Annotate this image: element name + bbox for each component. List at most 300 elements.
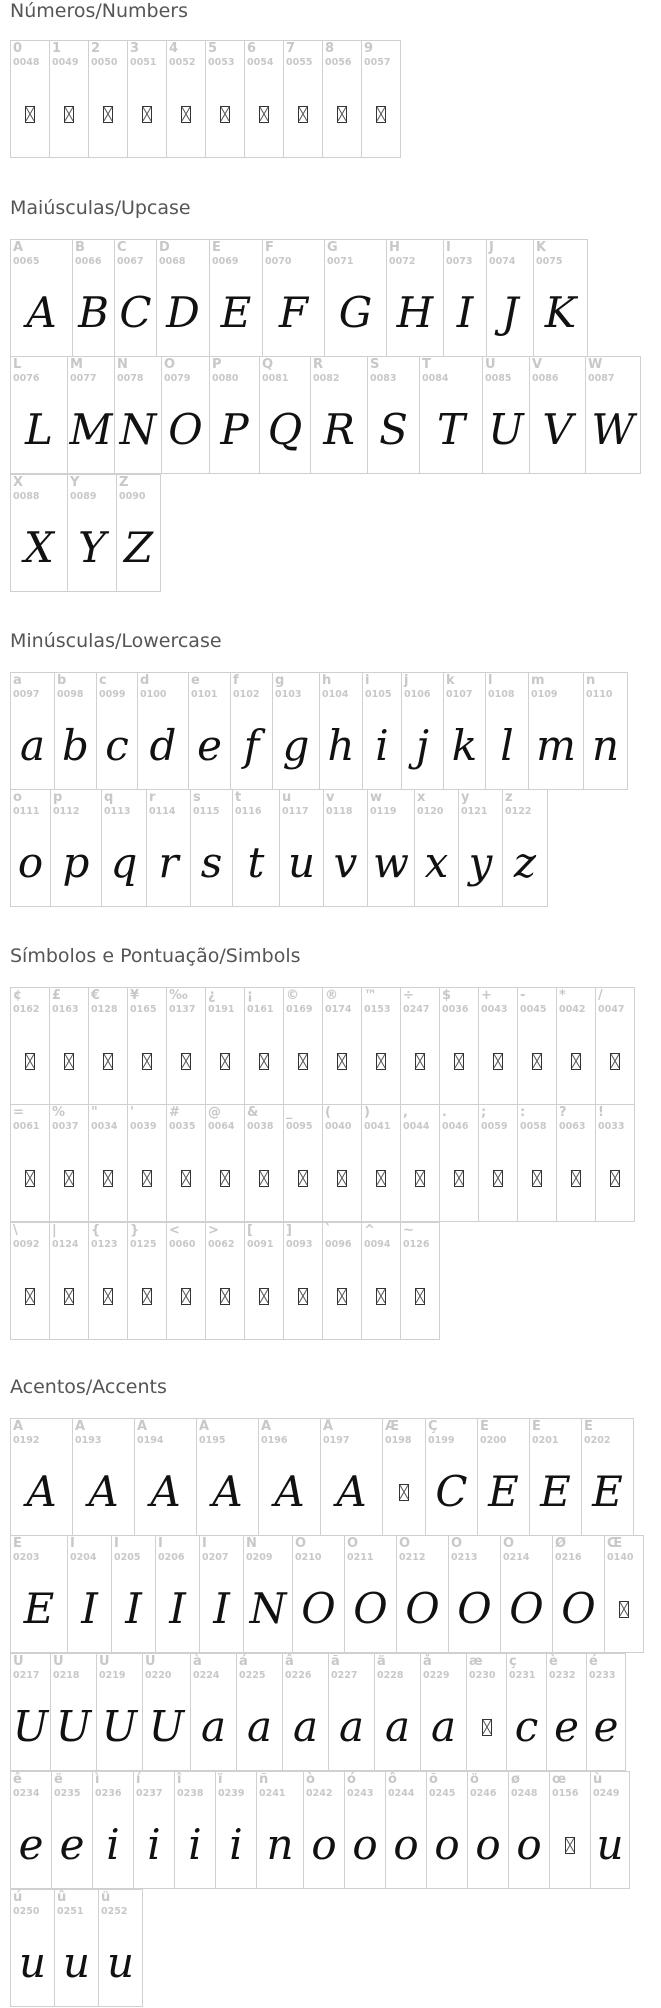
missing-glyph-icon	[362, 1135, 400, 1221]
missing-glyph-icon	[89, 71, 127, 157]
missing-glyph-icon	[440, 1018, 478, 1104]
glyph-cell	[323, 789, 368, 907]
glyph-code-label: 0244	[388, 1788, 415, 1799]
glyph-code-label: 0118	[326, 806, 353, 817]
glyph-character-label: æ	[469, 1654, 483, 1669]
glyph-sample	[51, 1684, 96, 1770]
missing-glyph-icon	[245, 1018, 283, 1104]
glyph-sample-text: n	[266, 1820, 294, 1869]
glyph-code-label: 0115	[193, 806, 220, 817]
glyph-character-label: d	[140, 673, 150, 688]
glyph-cell	[166, 1104, 206, 1222]
missing-glyph-icon	[518, 1135, 556, 1221]
glyph-sample-text: L	[25, 405, 53, 454]
glyph-code-label: 0228	[377, 1670, 404, 1681]
glyph-character-label: 1	[52, 41, 62, 56]
glyph-sample	[509, 1802, 549, 1888]
glyph-code-label: 0073	[446, 256, 473, 267]
glyph-row	[10, 672, 661, 790]
glyph-character-label: ñ	[259, 1772, 269, 1787]
glyph-cell	[54, 1889, 99, 2007]
glyph-code-label: 0216	[555, 1552, 582, 1563]
glyph-code-label: 0207	[202, 1552, 229, 1563]
glyph-code-label: 0038	[247, 1121, 274, 1132]
glyph-cell	[10, 1889, 55, 2007]
missing-glyph-box-icon	[493, 1170, 503, 1187]
glyph-cell	[477, 1418, 530, 1536]
glyph-sample	[375, 1684, 420, 1770]
glyph-code-label: 0064	[208, 1121, 235, 1132]
glyph-sample	[368, 387, 419, 473]
glyph-character-label: Ô	[399, 1536, 411, 1551]
glyph-sample-text: o	[516, 1820, 542, 1869]
glyph-cell	[10, 672, 55, 790]
glyph-cell	[506, 1653, 547, 1771]
glyph-code-label: 0089	[70, 491, 97, 502]
missing-glyph-box-icon	[64, 1053, 74, 1070]
glyph-code-label: 0120	[417, 806, 444, 817]
glyph-character-label: Ù	[13, 1654, 24, 1669]
glyph-row	[10, 357, 661, 475]
glyph-cell	[10, 1104, 50, 1222]
glyph-character-label: Í	[114, 1536, 119, 1551]
glyph-character-label: Û	[99, 1654, 110, 1669]
missing-glyph-box-icon	[181, 1170, 191, 1187]
glyph-sample-text: Y	[78, 523, 106, 572]
glyph-character-label: €	[91, 988, 101, 1003]
glyph-cell	[215, 1771, 257, 1889]
glyph-character-label: ò	[306, 1772, 315, 1787]
glyph-code-label: 0248	[511, 1788, 538, 1799]
glyph-character-label: N	[117, 357, 128, 372]
glyph-sample	[459, 820, 502, 906]
glyph-code-label: 0096	[325, 1239, 352, 1250]
glyph-sample	[426, 1449, 477, 1535]
glyph-sample-text: D	[166, 288, 200, 337]
glyph-character-label: ô	[388, 1772, 397, 1787]
glyph-sample	[216, 1802, 256, 1888]
glyph-character-label: Î	[158, 1536, 163, 1551]
glyph-sample	[587, 1684, 625, 1770]
glyph-sample	[386, 1802, 426, 1888]
missing-glyph-icon	[206, 1135, 244, 1221]
glyph-cell	[88, 1104, 128, 1222]
glyph-cell	[166, 1222, 206, 1340]
glyph-cell	[258, 1418, 321, 1536]
glyph-character-label: q	[104, 790, 114, 805]
glyph-sample-text: o	[475, 1820, 501, 1869]
glyph-sample	[244, 1566, 292, 1652]
glyph-cell	[166, 40, 206, 158]
glyph-sample	[530, 1449, 581, 1535]
missing-glyph-box-icon	[337, 106, 347, 123]
glyph-code-label: 0060	[169, 1239, 196, 1250]
glyph-code-label: 0110	[586, 689, 613, 700]
glyph-sample-text: u	[287, 838, 316, 887]
missing-glyph-icon	[518, 1018, 556, 1104]
glyph-cell	[134, 1418, 197, 1536]
glyph-cell	[586, 1653, 626, 1771]
glyph-sample-text: m	[536, 721, 576, 770]
missing-glyph-icon	[50, 1253, 88, 1339]
missing-glyph-box-icon	[259, 1170, 269, 1187]
glyph-code-label: 0041	[364, 1121, 391, 1132]
glyph-character-label: v	[326, 790, 335, 805]
glyph-cell	[88, 987, 128, 1105]
glyph-code-label: 0195	[199, 1435, 226, 1446]
missing-glyph-box-icon	[181, 106, 191, 123]
missing-glyph-icon	[401, 1135, 439, 1221]
glyph-character-label: k	[446, 673, 455, 688]
glyph-code-label: 0058	[520, 1121, 547, 1132]
glyph-sample	[483, 387, 529, 473]
glyph-character-label: D	[159, 240, 170, 255]
glyph-character-label: ì	[95, 1772, 100, 1787]
missing-glyph-box-icon	[565, 1837, 575, 1854]
glyph-sample-text: v	[333, 838, 358, 887]
glyph-character-label: ¢	[13, 988, 23, 1003]
glyph-sample	[138, 703, 188, 789]
glyph-sample-text: O	[509, 1584, 544, 1633]
glyph-sample	[68, 1566, 111, 1652]
glyph-code-label: 0246	[470, 1788, 497, 1799]
glyph-sample-text: b	[62, 721, 89, 770]
glyph-code-label: 0140	[607, 1552, 634, 1563]
missing-glyph-icon	[383, 1449, 425, 1535]
glyph-code-label: 0043	[481, 1004, 508, 1015]
glyph-code-label: 0197	[323, 1435, 350, 1446]
missing-glyph-box-icon	[25, 1170, 35, 1187]
glyph-code-label: 0123	[91, 1239, 118, 1250]
glyph-code-label: 0069	[212, 256, 239, 267]
glyph-cell	[10, 1418, 73, 1536]
glyph-sample-text: w	[373, 838, 409, 887]
glyph-cell	[111, 1535, 156, 1653]
glyph-cell	[101, 789, 147, 907]
glyph-cell	[282, 1653, 329, 1771]
glyph-cell	[556, 987, 596, 1105]
glyph-sample-text: O	[561, 1584, 596, 1633]
glyph-character-label: Ú	[53, 1654, 64, 1669]
glyph-code-label: 0076	[13, 373, 40, 384]
glyph-code-label: 0234	[13, 1788, 40, 1799]
glyph-character-label: 6	[247, 41, 257, 56]
glyph-code-label: 0242	[306, 1788, 333, 1799]
missing-glyph-icon	[596, 1018, 634, 1104]
glyph-character-label: I	[446, 240, 451, 255]
glyph-sample-text: A	[336, 1467, 367, 1516]
glyph-code-label: 0078	[117, 373, 144, 384]
glyph-character-label: J	[489, 240, 494, 255]
glyph-cell	[466, 1653, 507, 1771]
glyph-code-label: 0103	[275, 689, 302, 700]
missing-glyph-icon	[323, 1135, 361, 1221]
glyph-sample	[175, 1802, 215, 1888]
glyph-sample	[586, 387, 640, 473]
glyph-sample-text: e	[197, 721, 222, 770]
glyph-code-label: 0163	[52, 1004, 79, 1015]
glyph-sample-text: r	[158, 838, 179, 887]
glyph-character-label: ¥	[130, 988, 140, 1003]
glyph-code-label: 0093	[286, 1239, 313, 1250]
glyph-character-label: .	[442, 1105, 447, 1120]
glyph-code-label: 0063	[559, 1121, 586, 1132]
glyph-cell	[344, 1535, 397, 1653]
glyph-sample-text: i	[106, 1820, 120, 1869]
glyph-sample-text: a	[384, 1702, 411, 1751]
glyph-character-label: h	[322, 673, 332, 688]
glyph-cell	[344, 1771, 386, 1889]
accents-glyph-grid	[10, 1418, 661, 2008]
glyph-sample	[11, 505, 67, 591]
missing-glyph-box-icon	[571, 1170, 581, 1187]
glyph-character-label: S	[370, 357, 380, 372]
glyph-code-label: 0231	[509, 1670, 536, 1681]
glyph-character-label: ÷	[403, 988, 414, 1003]
glyph-cell	[10, 239, 73, 357]
glyph-character-label: ®	[325, 988, 338, 1003]
glyph-sample	[68, 505, 116, 591]
glyph-cell	[262, 239, 325, 357]
glyph-cell	[116, 474, 161, 592]
glyph-character-label: á	[239, 1654, 248, 1669]
missing-glyph-box-icon	[220, 106, 230, 123]
glyph-sample	[387, 270, 443, 356]
glyph-cell	[367, 356, 420, 474]
missing-glyph-box-icon	[259, 106, 269, 123]
glyph-sample-text: e	[59, 1820, 85, 1869]
glyph-character-label: e	[191, 673, 200, 688]
glyph-character-label: &	[247, 1105, 259, 1120]
glyph-character-label: û	[57, 1890, 67, 1905]
glyph-cell	[328, 1653, 375, 1771]
glyph-code-label: 0075	[536, 256, 563, 267]
glyph-sample	[260, 387, 310, 473]
glyph-character-label: Ç	[428, 1419, 438, 1434]
glyph-cell	[209, 356, 260, 474]
missing-glyph-icon	[479, 1018, 517, 1104]
missing-glyph-icon	[557, 1018, 595, 1104]
glyph-sample-text: u	[106, 1938, 135, 1987]
glyph-character-label: É	[532, 1419, 541, 1434]
glyph-character-label: ™	[364, 988, 377, 1003]
glyph-code-label: 0051	[130, 57, 157, 68]
glyph-sample	[529, 703, 583, 789]
glyph-character-label: 0	[13, 41, 23, 56]
glyph-code-label: 0048	[13, 57, 40, 68]
glyph-cell	[361, 987, 401, 1105]
glyph-character-label: ø	[511, 1772, 520, 1787]
glyph-sample	[547, 1684, 586, 1770]
glyph-cell	[88, 1222, 128, 1340]
glyph-character-label: <	[169, 1223, 180, 1238]
glyph-sample-text: o	[393, 1820, 419, 1869]
glyph-cell	[482, 356, 530, 474]
glyph-code-label: 0192	[13, 1435, 40, 1446]
glyph-code-label: 0105	[365, 689, 392, 700]
glyph-row	[10, 987, 661, 1105]
glyph-cell	[361, 40, 401, 158]
glyph-cell	[528, 672, 584, 790]
glyph-code-label: 0065	[13, 256, 40, 267]
glyph-sample-text: e	[554, 1702, 579, 1751]
glyph-character-label: ç	[509, 1654, 517, 1669]
glyph-sample-text: A	[212, 1467, 243, 1516]
glyph-cell	[256, 1771, 304, 1889]
glyph-cell	[199, 1535, 244, 1653]
glyph-cell	[137, 672, 189, 790]
glyph-character-label: Z	[119, 475, 129, 490]
glyph-code-label: 0084	[422, 373, 449, 384]
glyph-cell	[272, 672, 320, 790]
glyph-row	[10, 1105, 661, 1223]
glyph-cell	[67, 356, 115, 474]
glyph-character-label: i	[365, 673, 370, 688]
glyph-code-label: 0252	[101, 1906, 128, 1917]
glyph-sample	[197, 1449, 258, 1535]
missing-glyph-box-icon	[103, 1288, 113, 1305]
glyph-code-label: 0036	[442, 1004, 469, 1015]
glyph-code-label: 0241	[259, 1788, 286, 1799]
glyph-cell	[127, 1222, 167, 1340]
glyph-character-label: a	[13, 673, 22, 688]
missing-glyph-box-icon	[103, 106, 113, 123]
glyph-sample	[156, 1566, 199, 1652]
glyph-character-label: Y	[70, 475, 80, 490]
glyph-code-label: 0211	[347, 1552, 374, 1563]
missing-glyph-icon	[206, 1018, 244, 1104]
missing-glyph-box-icon	[220, 1288, 230, 1305]
glyph-sample-text: F	[278, 288, 309, 337]
glyph-cell	[426, 1771, 468, 1889]
glyph-character-label: Õ	[451, 1536, 463, 1551]
glyph-code-label: 0219	[99, 1670, 126, 1681]
glyph-sample-text: O	[168, 405, 203, 454]
glyph-code-label: 0087	[588, 373, 615, 384]
glyph-cell	[583, 672, 628, 790]
glyph-character-label: ;	[481, 1105, 487, 1120]
glyph-sample	[273, 703, 319, 789]
glyph-code-label: 0079	[164, 373, 191, 384]
glyph-sample-text: O	[405, 1584, 440, 1633]
glyph-code-label: 0199	[428, 1435, 455, 1446]
glyph-code-label: 0040	[325, 1121, 352, 1132]
glyph-cell	[114, 239, 157, 357]
glyph-row	[10, 1772, 661, 1890]
glyph-sample	[55, 1920, 98, 2006]
glyph-sample	[304, 1802, 344, 1888]
glyph-character-label: '	[130, 1105, 134, 1120]
glyph-sample	[487, 270, 533, 356]
glyph-code-label: 0072	[389, 256, 416, 267]
glyph-character-label: Ò	[295, 1536, 307, 1551]
glyph-character-label: H	[389, 240, 400, 255]
glyph-cell	[127, 987, 167, 1105]
glyph-character-label: ?	[559, 1105, 567, 1120]
glyph-character-label: Ï	[202, 1536, 207, 1551]
glyph-code-label: 0098	[57, 689, 84, 700]
missing-glyph-box-icon	[142, 106, 152, 123]
glyph-character-label: Ó	[347, 1536, 359, 1551]
glyph-cell	[322, 987, 362, 1105]
glyph-sample	[191, 820, 232, 906]
glyph-cell	[96, 672, 138, 790]
missing-glyph-icon	[284, 71, 322, 157]
glyph-cell	[549, 1771, 591, 1889]
glyph-character-label: }	[130, 1223, 140, 1238]
glyph-cell	[382, 1418, 426, 1536]
glyph-character-label: R	[313, 357, 324, 372]
glyph-code-label: 0045	[520, 1004, 547, 1015]
glyph-sample-text: n	[591, 721, 620, 770]
glyph-character-label: È	[480, 1419, 489, 1434]
glyph-character-label: À	[13, 1419, 24, 1434]
glyph-cell	[190, 1653, 237, 1771]
glyph-sample	[293, 1566, 344, 1652]
missing-glyph-box-icon	[337, 1170, 347, 1187]
glyph-character-label: u	[282, 790, 292, 805]
glyph-sample	[11, 820, 50, 906]
glyph-code-label: 0099	[99, 689, 126, 700]
glyph-sample	[324, 820, 367, 906]
glyph-cell	[419, 356, 483, 474]
glyph-sample	[11, 270, 72, 356]
glyph-code-label: 0122	[505, 806, 532, 817]
glyph-character-label: C	[117, 240, 127, 255]
glyph-character-label: g	[275, 673, 285, 688]
glyph-code-label: 0066	[75, 256, 102, 267]
glyph-sample-text: E	[540, 1467, 571, 1516]
glyph-sample	[321, 1449, 382, 1535]
glyph-sample-text: a	[200, 1702, 227, 1751]
glyph-cell	[205, 40, 245, 158]
glyph-cell	[92, 1771, 134, 1889]
glyph-cell	[322, 1222, 362, 1340]
glyph-code-label: 0233	[589, 1670, 616, 1681]
glyph-code-label: 0235	[54, 1788, 81, 1799]
glyph-sample-text: I	[213, 1584, 230, 1633]
glyph-sample-text: P	[220, 405, 249, 454]
glyph-character-label: T	[422, 357, 431, 372]
glyph-sample	[97, 1684, 142, 1770]
glyph-sample-text: C	[435, 1467, 468, 1516]
glyph-code-label: 0106	[404, 689, 431, 700]
glyph-character-label: /	[598, 988, 603, 1003]
glyph-cell	[443, 672, 486, 790]
glyph-character-label: ö	[470, 1772, 479, 1787]
glyph-character-label: Ë	[13, 1536, 22, 1551]
missing-glyph-icon	[467, 1684, 506, 1770]
glyph-cell	[283, 987, 323, 1105]
missing-glyph-box-icon	[493, 1053, 503, 1070]
glyph-character-label: x	[417, 790, 426, 805]
glyph-cell	[478, 1104, 518, 1222]
glyph-sample	[210, 387, 259, 473]
glyph-code-label: 0210	[295, 1552, 322, 1563]
glyph-cell	[196, 1418, 259, 1536]
glyph-sample-text: h	[327, 721, 355, 770]
glyph-code-label: 0243	[347, 1788, 374, 1799]
glyph-code-label: 0080	[212, 373, 239, 384]
glyph-cell	[67, 474, 117, 592]
glyph-cell	[205, 987, 245, 1105]
missing-glyph-box-icon	[337, 1053, 347, 1070]
glyph-code-label: 0035	[169, 1121, 196, 1132]
glyph-sample-text: C	[119, 288, 152, 337]
glyph-character-label: í	[136, 1772, 141, 1787]
missing-glyph-box-icon	[415, 1053, 425, 1070]
glyph-code-label: 0047	[598, 1004, 625, 1015]
